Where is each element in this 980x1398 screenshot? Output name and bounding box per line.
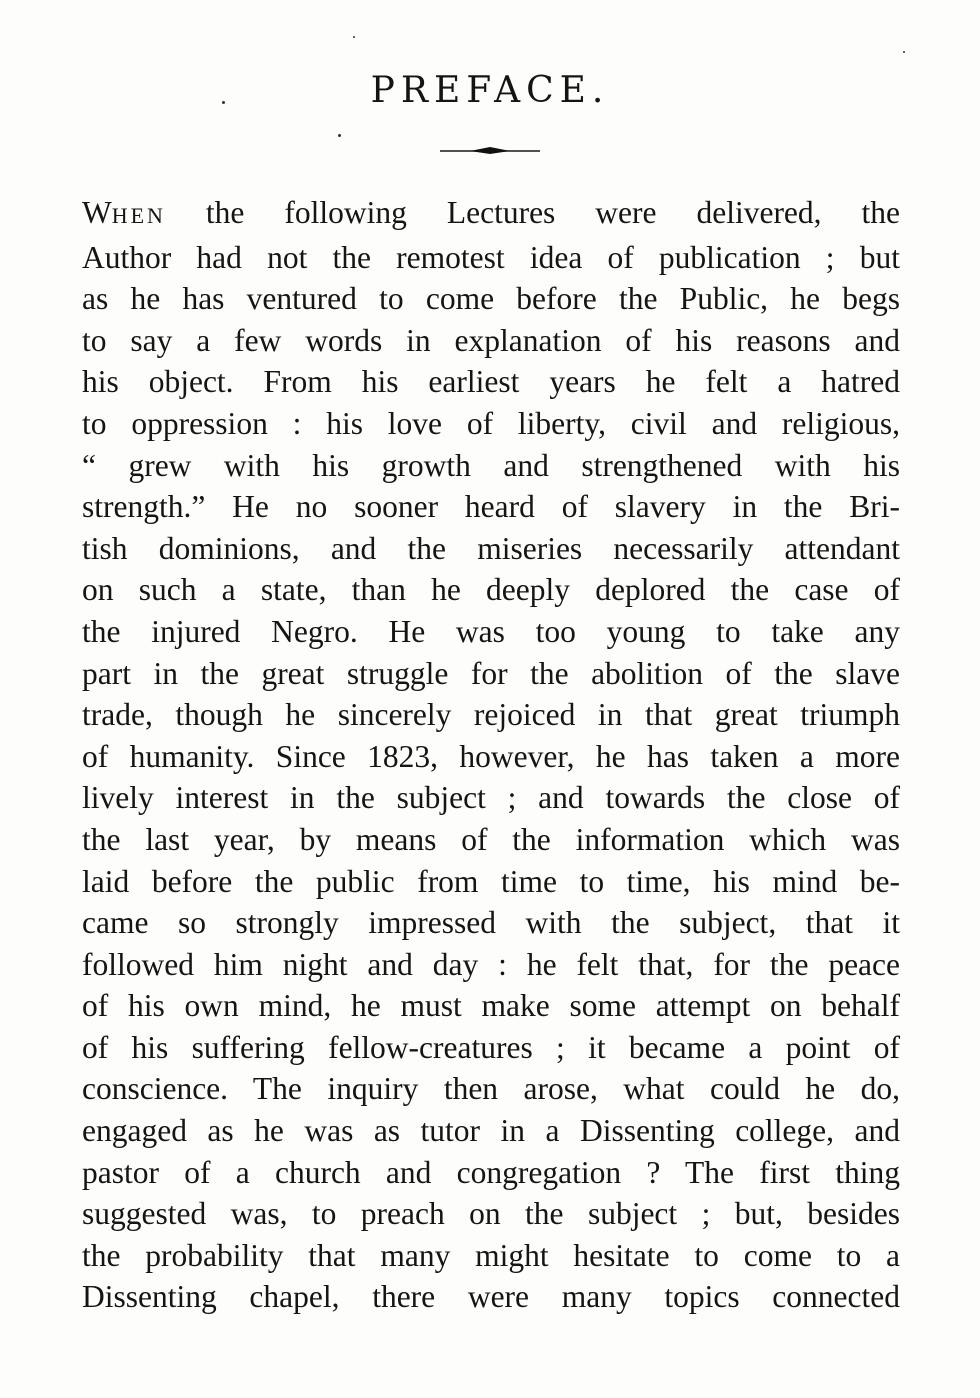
text-line: Author had not the remotest idea of publication ; but (82, 239, 900, 275)
text-line: tish dominions, and the miseries necessarily attendant (82, 530, 900, 566)
text-line: part in the great struggle for the abolition of the slave (82, 655, 900, 691)
text-line: pastor of a church and congregation ? The first thing (82, 1154, 900, 1190)
opening-initial: W (82, 195, 112, 230)
text-line: on such a state, than he deeply deplored the case of (82, 572, 900, 608)
paper-speck (903, 51, 905, 53)
paper-speck (222, 101, 225, 104)
text-line: lively interest in the subject ; and towards the close of (82, 780, 900, 816)
text-line: of his suffering fellow-creatures ; it became a point of (82, 1029, 900, 1065)
text-line: Dissenting chapel, there were many topics connected (82, 1279, 900, 1315)
text-line: followed him night and day : he felt that, for the peace (82, 946, 900, 982)
text-line: of his own mind, he must make some attempt on behalf (82, 988, 900, 1024)
page-title: PREFACE. (370, 70, 610, 111)
text-line: the injured Negro. He was too young to take any (82, 613, 900, 649)
text-line: trade, though he sincerely rejoiced in that great triumph (82, 697, 900, 733)
text-line: the probability that many might hesitate to come to a (82, 1237, 900, 1273)
text-line: conscience. The inquiry then arose, what could he do, (82, 1071, 900, 1107)
preface-body (82, 192, 900, 1318)
text-line: as he has ventured to come before the Public, he begs (82, 281, 900, 317)
paper-speck (353, 36, 355, 38)
text-line: the last year, by means of the information which was (82, 821, 900, 857)
text-line: laid before the public from time to time, his mind be- (82, 863, 900, 899)
line-text: the following Lectures were delivered, the (165, 195, 900, 230)
text-line: “ grew with his growth and strengthened with his (82, 447, 900, 483)
text-line: his object. From his earliest years he felt a hatred (82, 364, 900, 400)
text-line: suggested was, to preach on the subject ; but, besides (82, 1196, 900, 1232)
paper-speck (338, 134, 341, 137)
text-line: to oppression : his love of liberty, civil and religious, (82, 405, 900, 441)
text-line: came so strongly impressed with the subject, that it (82, 905, 900, 941)
text-line: strength.” He no sooner heard of slavery in the Bri- (82, 489, 900, 525)
ornamental-rule-icon (440, 140, 540, 162)
opening-smallcaps: HEN (111, 203, 166, 228)
text-line: to say a few words in explanation of his reasons and (82, 322, 900, 358)
text-line: engaged as he was as tutor in a Dissenting college, and (82, 1113, 900, 1149)
text-line (82, 192, 900, 237)
text-line: of humanity. Since 1823, however, he has taken a more (82, 738, 900, 774)
